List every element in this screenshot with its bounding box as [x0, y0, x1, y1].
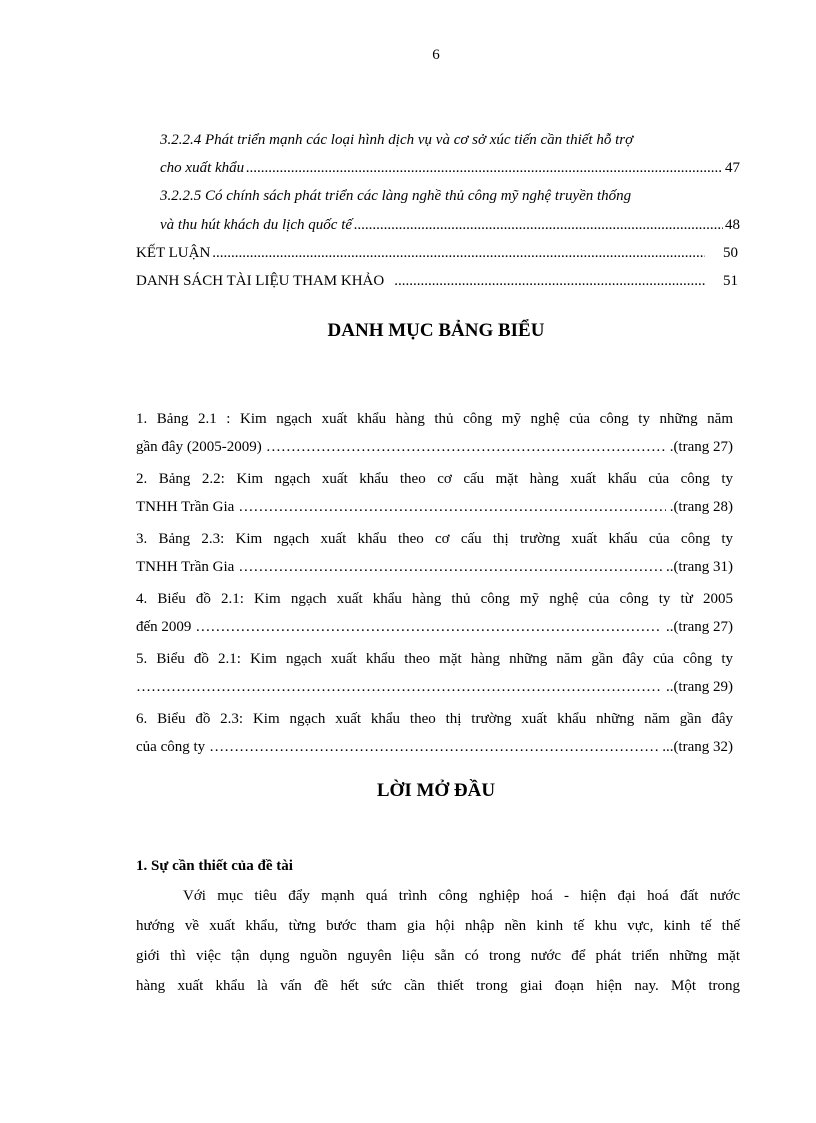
leader-ellipsis — [238, 499, 665, 516]
leader-ellipsis — [266, 439, 666, 456]
toc-entry — [136, 245, 738, 262]
list-item-title: 6. Biểu đồ 2.3: Kim ngạch xuất khẩu theo thị trường xuất khẩu những năm gần đây — [136, 711, 733, 727]
paragraph-line: giới thì việc tận dụng nguồn nguyên liệu sẵn có trong nước để phát triển những mặt — [136, 948, 740, 964]
toc-entry-title: cho xuất khẩu — [160, 160, 245, 176]
toc-entry-page: 50 — [723, 245, 738, 261]
list-item — [136, 591, 733, 636]
toc-entry — [160, 160, 740, 177]
toc-leader-dots — [246, 160, 723, 177]
list-item — [136, 651, 733, 696]
list-item-continuation: của công ty — [136, 739, 206, 755]
toc-entry-line: 3.2.2.5 Có chính sách phát triển các làng nghề thủ công mỹ nghệ truyền thống — [160, 188, 632, 204]
list-item-title: 2. Bảng 2.2: Kim ngạch xuất khẩu theo cơ cấu mặt hàng xuất khẩu của công ty — [136, 471, 733, 487]
toc-entry-page: 51 — [723, 273, 738, 289]
list-item-page-ref: ...(trang 32) — [662, 739, 733, 755]
page-number: 6 — [432, 47, 440, 63]
paragraph-line: Với mục tiêu đẩy mạnh quá trình công nghiệp hoá - hiện đại hoá đất nước — [183, 888, 740, 904]
list-item-continuation: TNHH Trần Gia — [136, 559, 235, 575]
toc-entry-title: DANH SÁCH TÀI LIỆU THAM KHẢO — [136, 273, 385, 289]
leader-ellipsis — [195, 619, 662, 636]
toc-entry-title: KẾT LUẬN — [136, 245, 211, 261]
list-item — [136, 531, 733, 576]
list-item-title: 1. Bảng 2.1 : Kim ngạch xuất khẩu hàng thủ công mỹ nghệ của công ty những năm — [136, 411, 733, 427]
toc-entry-page: 47 — [725, 160, 740, 176]
toc-leader-dots — [212, 245, 705, 262]
toc-entry-page: 48 — [725, 217, 740, 233]
toc-leader-dots — [354, 217, 723, 234]
list-item — [136, 471, 733, 516]
list-item-continuation: gần đây (2005-2009) — [136, 439, 262, 455]
list-item-continuation: TNHH Trần Gia — [136, 499, 235, 515]
intro-heading: LỜI MỞ ĐẦU — [376, 780, 496, 801]
leader-ellipsis — [136, 679, 662, 696]
toc-leader-dots — [394, 273, 705, 290]
tables-heading: DANH MỤC BẢNG BIỂU — [327, 320, 545, 341]
list-item-continuation: đến 2009 — [136, 619, 192, 635]
list-item-page-ref: ..(trang 29) — [665, 679, 733, 695]
list-item — [136, 711, 733, 756]
toc-entry-line: 3.2.2.4 Phát triển mạnh các loại hình dịch vụ và cơ sở xúc tiến cần thiết hỗ trợ — [160, 132, 634, 148]
list-item-page-ref: ..(trang 31) — [665, 559, 733, 575]
list-item — [136, 411, 733, 456]
list-item-page-ref: .(trang 28) — [669, 499, 733, 515]
list-item-page-ref: .(trang 27) — [669, 439, 733, 455]
section-title: 1. Sự cần thiết của đề tài — [136, 858, 293, 874]
toc-entry — [136, 273, 738, 290]
list-item-title: 5. Biểu đồ 2.1: Kim ngạch xuất khẩu theo mặt hàng những năm gần đây của công ty — [136, 651, 733, 667]
toc-entry-title: và thu hút khách du lịch quốc tế — [160, 217, 353, 233]
leader-ellipsis — [238, 559, 662, 576]
paragraph-line: hướng về xuất khẩu, từng bước tham gia hội nhập nền kinh tế khu vực, kinh tế thế — [136, 918, 740, 934]
list-item-title: 3. Bảng 2.3: Kim ngạch xuất khẩu theo cơ cấu thị trường xuất khẩu của công ty — [136, 531, 733, 547]
list-item-page-ref: ..(trang 27) — [665, 619, 733, 635]
paragraph-line: hàng xuất khẩu là vấn đề hết sức cần thiết trong giai đoạn hiện nay. Một trong — [136, 978, 740, 994]
list-item-title: 4. Biểu đồ 2.1: Kim ngạch xuất khẩu hàng thủ công mỹ nghệ của công ty từ 2005 — [136, 591, 733, 607]
toc-entry — [160, 217, 740, 234]
leader-ellipsis — [209, 739, 658, 756]
body-paragraph — [136, 888, 740, 1008]
